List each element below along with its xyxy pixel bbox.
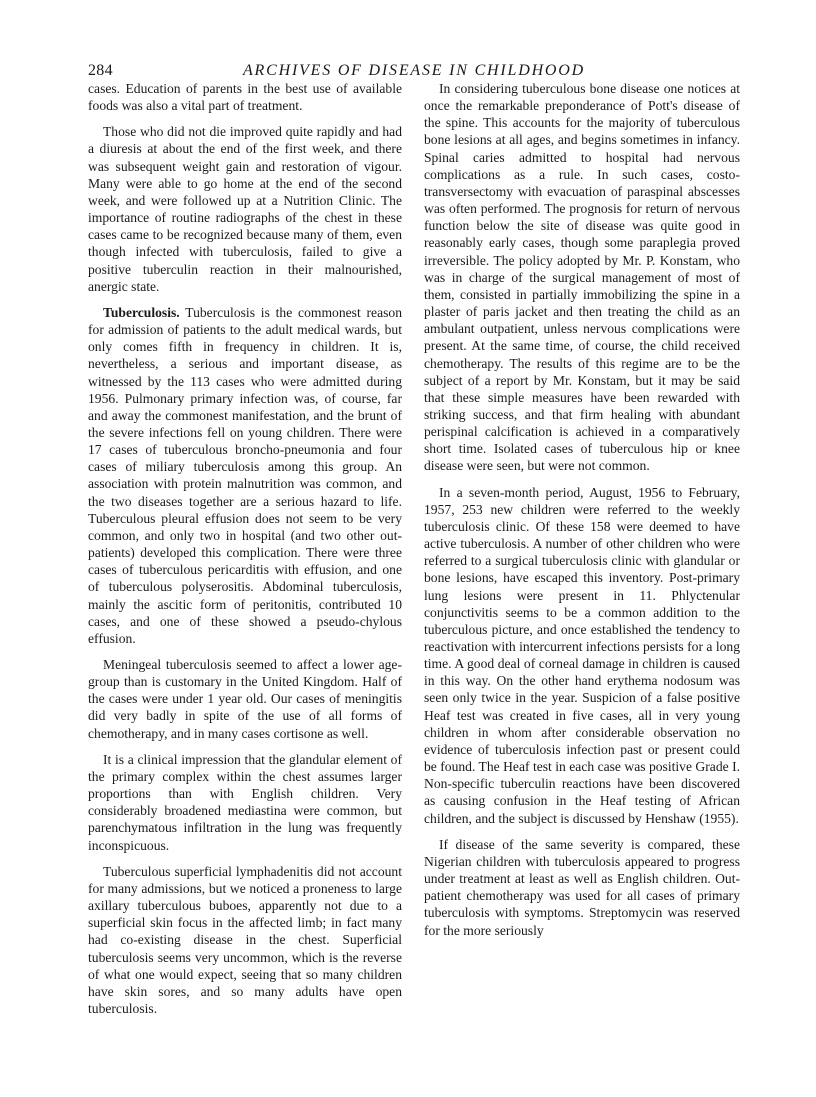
- paragraph-bone-disease: In considering tuberculous bone disease one notices at once the remarkable preponderance of Pott's disease of the spine. This accounts for the majority of tuberculous bone lesions at all ages, and begins sometimes in infancy. Spinal caries admitted to hospital had nervous complications as a rule. In such cases, costo-transversectomy with evacuation of paraspinal abscesses was often performed. The prognosis for return of nervous function below the site of disease was quite good in reasonably early cases, though some paraplegia proved irreversible. The policy adopted by Mr. P. Konstam, who was in charge of the surgical management of most of them, consisted in partially immobilizing the spine in a plaster of paris jacket and then treating the child as an ambulant outpatient, unless nervous complications were present. At the same time, of course, the child received chemotherapy. The results of this regime are to be the subject of a report by Mr. Konstam, but it may be said that these simple measures have been rewarded with striking success, and that firm healing with abundant perispinal calcification is achieved in a comparatively short time. Isolated cases of tuberculous hip or knee disease were seen, but were not common.: [424, 81, 740, 474]
- paragraph-clinic: In a seven-month period, August, 1956 to February, 1957, 253 new children were referred to the weekly tuberculosis clinic. Of these 158 were deemed to have active tuberculosis. A number of other children who were referred to a surgical tuberculosis clinic with glandular or bone lesions, have escaped this inventory. Post-primary lung lesions were present in 11. Phlyctenular conjunctivitis seems to be a common addition to the tuberculous picture, and once established the tendency to reactivation with intercurrent infections persists for a long time. A good deal of corneal damage in children is caused in this way. On the other hand erythema nodosum was seen only twice in the year. Suspicion of a false positive Heaf test was created in five cases, all in very young children in whom after considerable observation no evidence of tuberculosis infection past or present could be found. The Heaf test in each case was positive Grade I. Non-specific tuberculin reactions have been discovered as causing confusion in the Heaf testing of African children, and the subject is discussed by Henshaw (1955).: [424, 484, 740, 826]
- paragraph-meningeal: Meningeal tuberculosis seemed to affect a lower age-group than is customary in the United Kingdom. Half of the cases were under 1 year old. Our cases of meningitis did very badly in spite of the use of all forms of chemotherapy, and in many cases cortisone as well.: [88, 657, 402, 741]
- page-number: 284: [88, 62, 113, 79]
- paragraph-recovery: Those who did not die improved quite rapidly and had a diuresis at about the end of the first week, and there was subsequent weight gain and restoration of vigour. Many were able to go home at the end of the second week, and were followed up at a Nutrition Clinic. The importance of routine radiographs of the chest in these cases came to be recognized because many of them, even though infected with tuberculosis, failed to give a positive tuberculin reaction in their malnourished, anergic state.: [88, 124, 402, 294]
- left-column: [88, 80, 402, 1026]
- paragraph-continued: cases. Education of parents in the best use of available foods was also a vital part of treatment.: [88, 81, 402, 114]
- paragraph-tuberculosis: [88, 304, 402, 647]
- paragraph-glandular: It is a clinical impression that the glandular element of the primary complex within the chest assumes larger proportions than with English children. Very considerably broadened mediastina were common, but parenchymatous infiltration in the lung was frequently inconspicuous.: [88, 751, 402, 853]
- section-heading-tuberculosis: Tuberculosis.: [103, 304, 180, 320]
- paragraph-treatment: If disease of the same severity is compared, these Nigerian children with tuberculosis appeared to progress under treatment at least as well as English children. Out-patient chemotherapy was used for all cases of primary tuberculosis with symptoms. Streptomycin was reserved for the more seriously: [424, 836, 740, 938]
- paragraph-tuberculosis-text: Tuberculosis is the commonest reason for admission of patients to the adult medical wards, but only comes fifth in frequency in children. It is, nevertheless, a serious and important disease, as witnessed by the 113 cases who were admitted during 1956. Pulmonary primary infection was, of course, far and away the commonest manifestation, and the brunt of the severe infections fell on young children. There were 17 cases of tuberculous broncho-pneumonia and four cases of miliary tuberculosis among this group. An association with protein malnutrition was common, and the two diseases together are a serious hazard to life. Tuberculous pleural effusion does not seem to be very common, and only two in hospital (and two other out-patients) developed this complication. There were three cases of tuberculous pericarditis with effusion, and one of tuberculous polyserositis. Abdominal tuberculosis, mainly the ascitic form of peritonitis, contributed 10 cases, and one of these showed a pseudo-chylous effusion.: [88, 304, 402, 646]
- paragraph-lymphadenitis: Tuberculous superficial lymphadenitis did not account for many admissions, but we noticed a proneness to large axillary tuberculous buboes, apparently not due to a superficial skin focus in the affected limb; in fact many had co-existing disease in the chest. Superficial tuberculosis seems very uncommon, which is the reverse of what one would expect, seeing that so many children have skin sores, and so many adults have open tuberculosis.: [88, 863, 402, 1016]
- journal-title: ARCHIVES OF DISEASE IN CHILDHOOD: [242, 62, 585, 79]
- right-column: [424, 80, 740, 948]
